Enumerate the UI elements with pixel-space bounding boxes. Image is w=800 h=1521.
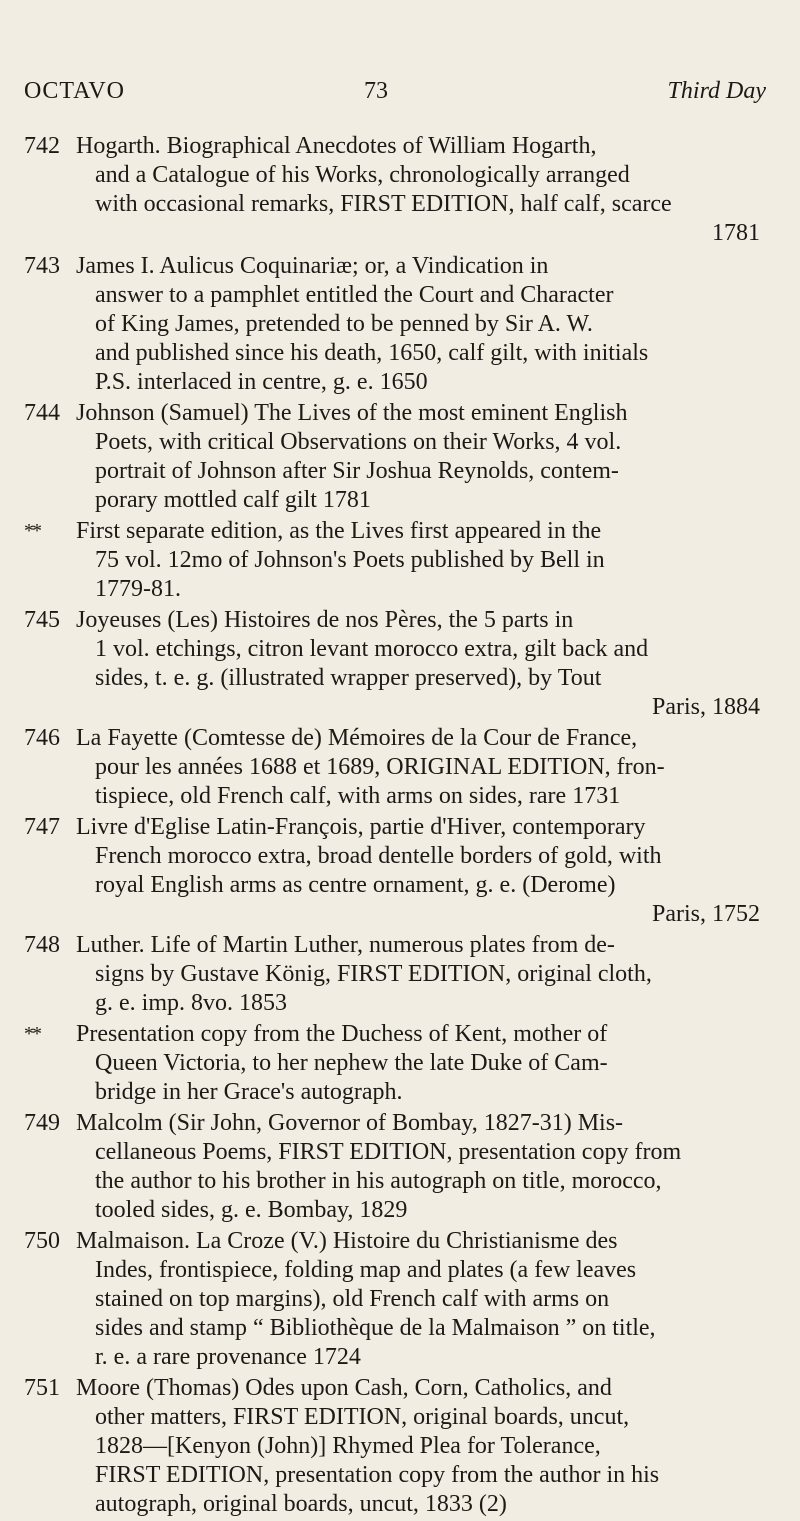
description-line: Hogarth. Biographical Anecdotes of William Hogarth, <box>76 133 597 159</box>
description-line: Luther. Life of Martin Luther, numerous plates from de- <box>76 932 615 958</box>
lot-number: ** <box>24 520 40 542</box>
lot-description <box>76 517 784 604</box>
description-line: Paris, 1752 <box>652 901 760 927</box>
description-line: tooled sides, g. e. Bombay, 1829 <box>95 1197 408 1223</box>
lot-entry <box>24 724 784 811</box>
lot-description <box>76 1109 784 1225</box>
description-line: and published since his death, 1650, calf gilt, with initials <box>95 340 649 366</box>
description-line: g. e. imp. 8vo. 1853 <box>95 990 287 1016</box>
lot-entry <box>24 132 784 248</box>
description-line: tispiece, old French calf, with arms on sides, rare 1731 <box>95 783 621 809</box>
description-line: portrait of Johnson after Sir Joshua Reynolds, contem- <box>95 458 619 484</box>
lot-number: 742 <box>24 133 60 159</box>
description-line: James I. Aulicus Coquinariæ; or, a Vindication in <box>76 253 549 279</box>
description-line: pour les années 1688 et 1689, ORIGINAL EDITION, fron- <box>95 754 665 780</box>
description-line: Livre d'Eglise Latin-François, partie d'Hiver, contemporary <box>76 814 646 840</box>
lot-number: 747 <box>24 814 60 840</box>
lot-entry <box>24 517 784 604</box>
lot-number: ** <box>24 1023 40 1045</box>
lot-description <box>76 813 784 929</box>
running-head-right: Third Day <box>667 78 766 104</box>
description-line: the author to his brother in his autograph on title, morocco, <box>95 1168 662 1194</box>
description-line: cellaneous Poems, FIRST EDITION, presentation copy from <box>95 1139 682 1165</box>
description-line: signs by Gustave König, FIRST EDITION, original cloth, <box>95 961 652 987</box>
description-line: Paris, 1884 <box>652 694 760 720</box>
running-head-left: OCTAVO <box>24 78 125 104</box>
lot-description <box>76 931 784 1018</box>
description-line: of King James, pretended to be penned by Sir A. W. <box>95 311 593 337</box>
lot-entry <box>24 1227 784 1372</box>
description-line: Joyeuses (Les) Histoires de nos Pères, the 5 parts in <box>76 607 574 633</box>
lot-number: 746 <box>24 725 60 751</box>
description-line: Poets, with critical Observations on their Works, 4 vol. <box>95 429 622 455</box>
lot-number: 745 <box>24 607 60 633</box>
lot-entry <box>24 813 784 929</box>
description-line: sides and stamp “ Bibliothèque de la Malmaison ” on title, <box>95 1315 656 1341</box>
description-line: Johnson (Samuel) The Lives of the most eminent English <box>76 400 628 426</box>
lot-entry <box>24 252 784 397</box>
lot-description <box>76 1020 784 1107</box>
description-line: answer to a pamphlet entitled the Court and Character <box>95 282 614 308</box>
description-line: stained on top margins), old French calf with arms on <box>95 1286 610 1312</box>
description-line: with occasional remarks, FIRST EDITION, half calf, scarce <box>95 191 672 217</box>
lot-description <box>76 606 784 722</box>
description-line: Indes, frontispiece, folding map and plates (a few leaves <box>95 1257 637 1283</box>
page-number: 73 <box>364 78 388 104</box>
description-line: FIRST EDITION, presentation copy from the author in his <box>95 1462 660 1488</box>
lot-list <box>24 132 784 1521</box>
lot-description <box>76 1227 784 1372</box>
lot-number: 750 <box>24 1228 60 1254</box>
description-line: 1 vol. etchings, citron levant morocco extra, gilt back and <box>95 636 649 662</box>
description-line: First separate edition, as the Lives first appeared in the <box>76 518 602 544</box>
lot-entry <box>24 931 784 1018</box>
description-line: r. e. a rare provenance 1724 <box>95 1344 361 1370</box>
description-line: bridge in her Grace's autograph. <box>95 1079 403 1105</box>
description-line: La Fayette (Comtesse de) Mémoires de la Cour de France, <box>76 725 638 751</box>
lot-number: 744 <box>24 400 60 426</box>
description-line: 1781 <box>712 220 760 246</box>
description-line: royal English arms as centre ornament, g. e. (Derome) <box>95 872 616 898</box>
description-line: Malcolm (Sir John, Governor of Bombay, 1827-31) Mis- <box>76 1110 624 1136</box>
lot-number: 749 <box>24 1110 60 1136</box>
lot-description <box>76 724 784 811</box>
lot-description <box>76 132 784 248</box>
lot-entry <box>24 1109 784 1225</box>
description-line: Malmaison. La Croze (V.) Histoire du Christianisme des <box>76 1228 618 1254</box>
description-line: French morocco extra, broad dentelle borders of gold, with <box>95 843 662 869</box>
description-line: P.S. interlaced in centre, g. e. 1650 <box>95 369 428 395</box>
lot-entry <box>24 399 784 515</box>
lot-entry <box>24 1020 784 1107</box>
description-line: 75 vol. 12mo of Johnson's Poets published by Bell in <box>95 547 605 573</box>
lot-entry <box>24 1374 784 1519</box>
description-line: autograph, original boards, uncut, 1833 (2) <box>95 1491 507 1517</box>
lot-description <box>76 252 784 397</box>
lot-number: 748 <box>24 932 60 958</box>
lot-description <box>76 1374 784 1519</box>
description-line: other matters, FIRST EDITION, original boards, uncut, <box>95 1404 630 1430</box>
running-head <box>24 78 766 108</box>
lot-number: 743 <box>24 253 60 279</box>
description-line: sides, t. e. g. (illustrated wrapper preserved), by Tout <box>95 665 602 691</box>
description-line: 1779-81. <box>95 576 181 602</box>
description-line: Moore (Thomas) Odes upon Cash, Corn, Catholics, and <box>76 1375 612 1401</box>
lot-description <box>76 399 784 515</box>
lot-number: 751 <box>24 1375 60 1401</box>
description-line: 1828—[Kenyon (John)] Rhymed Plea for Tolerance, <box>95 1433 601 1459</box>
description-line: Queen Victoria, to her nephew the late Duke of Cam- <box>95 1050 608 1076</box>
description-line: Presentation copy from the Duchess of Kent, mother of <box>76 1021 608 1047</box>
description-line: porary mottled calf gilt 1781 <box>95 487 371 513</box>
description-line: and a Catalogue of his Works, chronologically arranged <box>95 162 630 188</box>
lot-entry <box>24 606 784 722</box>
